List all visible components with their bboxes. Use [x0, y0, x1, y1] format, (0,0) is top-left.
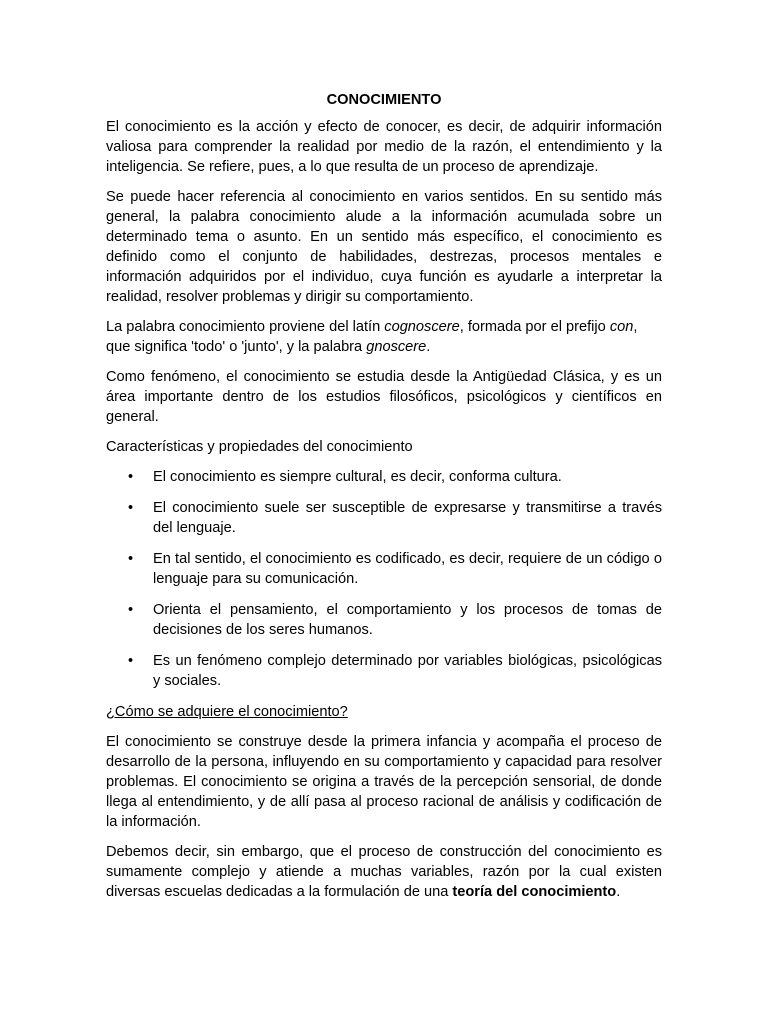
document-title: CONOCIMIENTO: [326, 92, 442, 108]
etymology-cognoscere: cognoscere: [384, 319, 460, 335]
list-item-text: El conocimiento es siempre cultural, es decir, conforma cultura.: [153, 469, 562, 485]
list-item: [106, 467, 662, 487]
paragraph-senses: Se puede hacer referencia al conocimiento en varios sentidos. En su sentido más general, la palabra conocimiento alude a la información acumulada sobre un determinado tema o asunto. En un sentido más específico, el conocimiento es definido como el conjunto de habilidades, destrezas, procesos mentales e información adquiridos por el individuo, cuya función es ayudarle a interpretar la realidad, resolver problemas y dirigir su comportamiento.: [106, 189, 662, 305]
etymology-text-1: La palabra conocimiento proviene del latín: [106, 319, 385, 335]
bullet-icon: •: [128, 602, 134, 618]
characteristics-list: [106, 467, 662, 691]
theory-text-1: Debemos decir, sin embargo, que el proceso de construcción del conocimiento es sumamente complejo y atiende a muchas variables, razón por la cual existen diversas escuelas dedicadas a la formulación de una: [106, 844, 662, 900]
theory-term: teoría del conocimiento: [452, 884, 617, 900]
etymology-text-3: , que significa 'todo' o 'junto', y la palabra: [106, 319, 638, 355]
etymology-text-4: .: [426, 339, 431, 355]
acquisition-heading-text: ¿Cómo se adquiere el conocimiento?: [106, 704, 348, 720]
list-item-text: Es un fenómeno complejo determinado por variables biológicas, psicológicas y sociales.: [153, 653, 662, 689]
bullet-icon: •: [128, 653, 134, 669]
etymology-con: con: [609, 319, 634, 335]
list-item: [106, 600, 662, 640]
list-item: [106, 549, 662, 589]
list-item-text: En tal sentido, el conocimiento es codificado, es decir, requiere de un código o lenguaje para su comunicación.: [153, 551, 662, 587]
etymology-text-2: , formada por el prefijo: [459, 319, 610, 335]
list-item: [106, 651, 662, 691]
bullet-icon: •: [128, 469, 134, 485]
list-item-text: El conocimiento suele ser susceptible de expresarse y transmitirse a través del lenguaje.: [153, 500, 662, 536]
acquisition-heading: [106, 702, 662, 722]
list-item-text: Orienta el pensamiento, el comportamiento y los procesos de tomas de decisiones de los seres humanos.: [153, 602, 662, 638]
document-page: [106, 88, 662, 912]
characteristics-heading: Características y propiedades del conocimiento: [106, 439, 413, 455]
paragraph-theory: [106, 842, 662, 902]
paragraph-etymology: [106, 317, 662, 357]
bullet-icon: •: [128, 500, 134, 516]
paragraph-phenomenon: Como fenómeno, el conocimiento se estudia desde la Antigüedad Clásica, y es un área importante dentro de los estudios filosóficos, psicológicos y científicos en general.: [106, 369, 662, 425]
list-item: [106, 498, 662, 538]
paragraph-acquisition: El conocimiento se construye desde la primera infancia y acompaña el proceso de desarrollo de la persona, influyendo en su comportamiento y capacidad para resolver problemas. El conocimiento se origina a través de la percepción sensorial, de donde llega al entendimiento, y de allí pasa al proceso racional de análisis y codificación de la información.: [106, 734, 662, 830]
theory-text-2: .: [616, 884, 621, 900]
paragraph-definition: El conocimiento es la acción y efecto de conocer, es decir, de adquirir información valiosa para comprender la realidad por medio de la razón, el entendimiento y la inteligencia. Se refiere, pues, a lo que resulta de un proceso de aprendizaje.: [106, 119, 662, 175]
etymology-gnoscere: gnoscere: [366, 339, 427, 355]
bullet-icon: •: [128, 551, 134, 567]
